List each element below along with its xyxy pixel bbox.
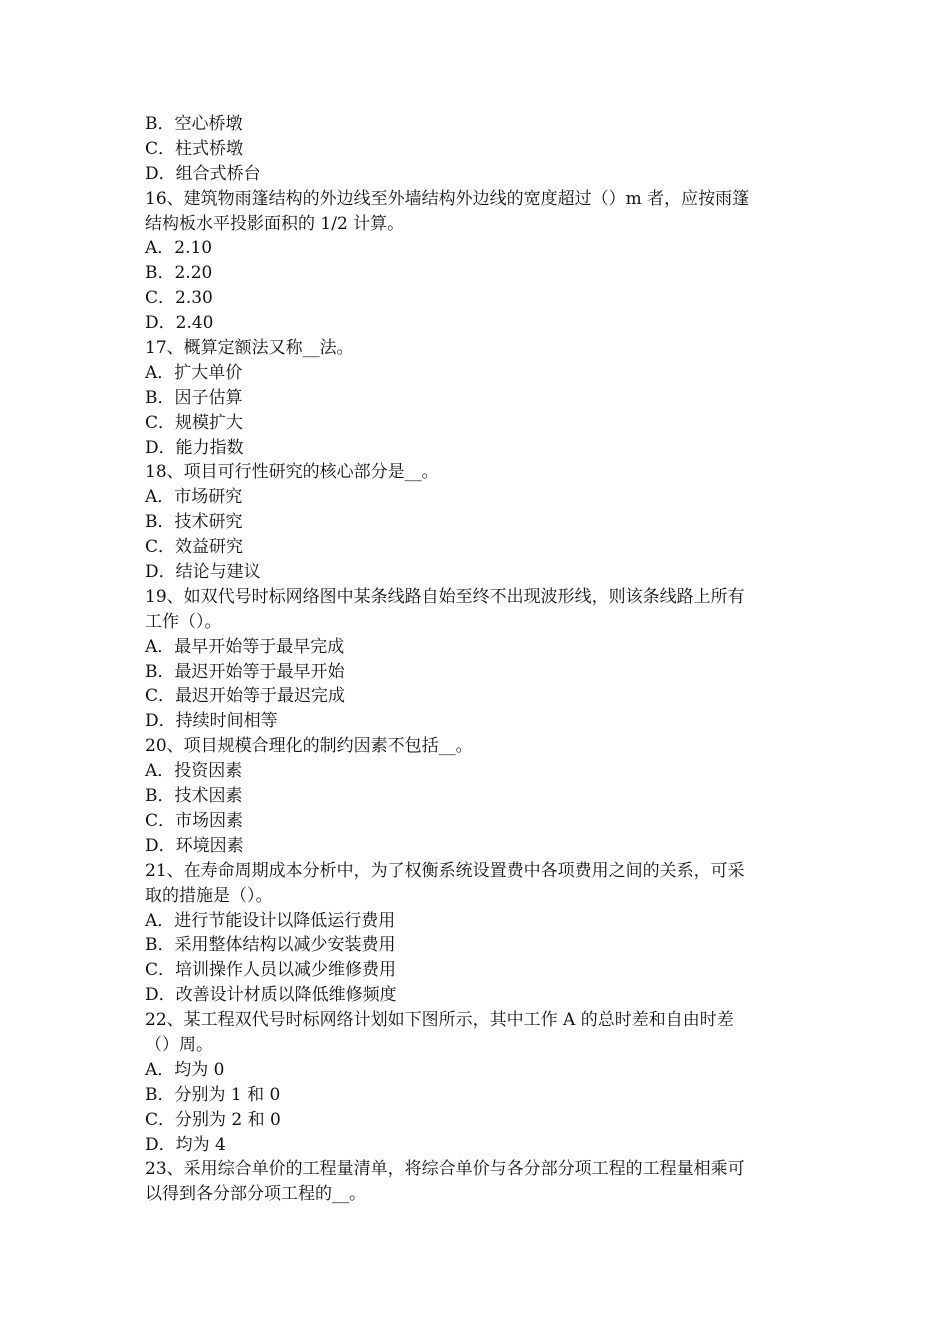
question-stem xyxy=(145,336,810,361)
answer-option: C．最迟开始等于最迟完成 xyxy=(145,686,346,707)
answer-option: B．技术研究 xyxy=(145,512,243,533)
answer-option: D．环境因素 xyxy=(145,835,244,856)
question-line: 取的措施是（）。 xyxy=(145,885,273,906)
question-line: 22、某工程双代号时标网络计划如下图所示，其中工作 A 的总时差和自由时差 xyxy=(145,1010,734,1031)
answer-option: D．能力指数 xyxy=(145,437,244,458)
question-line: 结构板水平投影面积的 1/2 计算。 xyxy=(145,213,405,234)
answer-option: A．投资因素 xyxy=(145,761,243,782)
answer-option: D．均为 4 xyxy=(145,1134,226,1155)
question-stem xyxy=(145,1008,810,1058)
answer-option: B．采用整体结构以减少安装费用 xyxy=(145,935,396,956)
answer-option: D．改善设计材质以降低维修频度 xyxy=(145,985,397,1006)
question-stem xyxy=(145,460,810,485)
answer-option: D．组合式桥台 xyxy=(145,163,261,184)
exam-text-body xyxy=(145,112,810,1207)
question-line: 20、项目规模合理化的制约因素不包括__。 xyxy=(145,736,473,757)
answer-option: A．进行节能设计以降低运行费用 xyxy=(145,910,396,931)
answer-option: D．结论与建议 xyxy=(145,562,261,583)
question-line: 17、概算定额法又称__法。 xyxy=(145,338,354,359)
answer-option: B．分别为 1 和 0 xyxy=(145,1084,281,1105)
answer-option: A．均为 0 xyxy=(145,1059,225,1080)
answer-option: B．因子估算 xyxy=(145,387,243,408)
answer-option: D．持续时间相等 xyxy=(145,711,278,732)
answer-option: D．2.40 xyxy=(145,313,214,334)
question-line: 18、项目可行性研究的核心部分是__。 xyxy=(145,462,439,483)
question-stem xyxy=(145,187,810,237)
answer-option: B．技术因素 xyxy=(145,786,243,807)
question-line: 以得到各分部分项工程的__。 xyxy=(145,1184,366,1205)
question-line: 16、建筑物雨篷结构的外边线至外墙结构外边线的宽度超过（）m 者，应按雨篷 xyxy=(145,188,750,209)
answer-option: B．2.20 xyxy=(145,263,213,284)
question-line: 19、如双代号时标网络图中某条线路自始至终不出现波形线，则该条线路上所有 xyxy=(145,586,745,607)
answer-option: C．市场因素 xyxy=(145,810,244,831)
question-line: 工作（）。 xyxy=(145,611,222,632)
answer-option: B．最迟开始等于最早开始 xyxy=(145,661,345,682)
answer-option: C．分别为 2 和 0 xyxy=(145,1109,281,1130)
answer-option: C．效益研究 xyxy=(145,537,244,558)
question-stem xyxy=(145,734,810,759)
answer-option: C．培训操作人员以减少维修费用 xyxy=(145,960,397,981)
question-line: 21、在寿命周期成本分析中，为了权衡系统设置费中各项费用之间的关系，可采 xyxy=(145,860,745,881)
question-stem xyxy=(145,1157,810,1207)
question-line: （）周。 xyxy=(145,1034,213,1055)
answer-option: C．规模扩大 xyxy=(145,412,244,433)
answer-option: A．最早开始等于最早完成 xyxy=(145,636,345,657)
answer-option: A．扩大单价 xyxy=(145,362,243,383)
question-stem xyxy=(145,585,810,635)
question-line: 23、采用综合单价的工程量清单，将综合单价与各分部分项工程的工程量相乘可 xyxy=(145,1159,745,1180)
answer-option: A．市场研究 xyxy=(145,487,243,508)
answer-option: C．柱式桥墩 xyxy=(145,138,244,159)
answer-option: A．2.10 xyxy=(145,238,213,259)
question-stem xyxy=(145,859,810,909)
answer-option: B．空心桥墩 xyxy=(145,114,243,134)
answer-option: C．2.30 xyxy=(145,288,213,309)
